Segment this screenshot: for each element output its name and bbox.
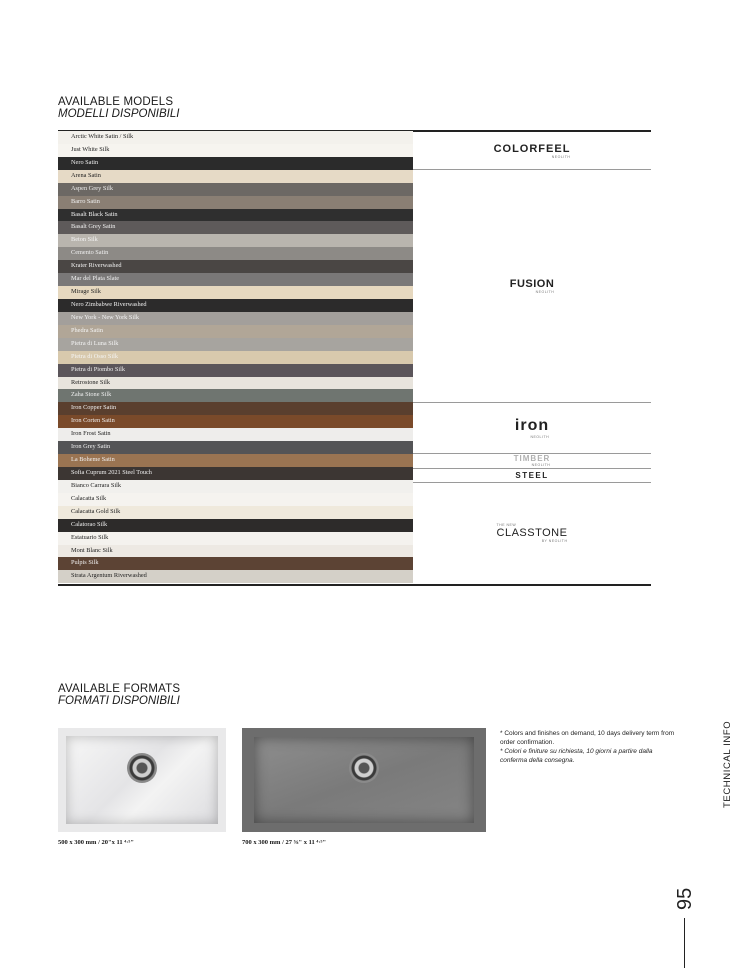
model-swatch-row: Basalt Grey Satin (58, 221, 413, 234)
notes-italian: * Colori e finiture su richiesta, 10 giorni a partire dalla conferma della consegna. (500, 748, 653, 764)
model-swatch-row: Strata Argentum Riverwashed (58, 570, 413, 583)
brand-fusion: FUSION NEOLITH (509, 278, 555, 294)
drain-icon (127, 753, 157, 783)
drain-icon (349, 753, 379, 783)
model-swatch-row: New York - New York Silk (58, 312, 413, 325)
brand-classtone: THE NEW CLASSTONE BY NEOLITH (496, 523, 568, 543)
brand-timber: TIMBER NEOLITH (513, 454, 551, 467)
sink-image-small (58, 728, 226, 832)
model-swatch-row: Mont Blanc Silk (58, 545, 413, 558)
format-caption-small: 500 x 300 mm / 20"x 11 ⁴·⁵" (58, 839, 134, 846)
model-swatch-row: Sofia Cuprum 2021 Steel Touch (58, 467, 413, 480)
page-number-rule (684, 918, 685, 968)
notes-english: * Colors and finishes on demand, 10 days delivery term from order confirmation. (500, 730, 675, 746)
classtone-logo: CLASSTONE (496, 527, 568, 539)
bottom-rule (58, 584, 651, 586)
model-swatch-row: Calacatta Gold Silk (58, 506, 413, 519)
model-swatch-row: Iron Frost Satin (58, 428, 413, 441)
model-swatch-row: Mar del Plata Slate (58, 273, 413, 286)
model-swatch-row: Pietra di Luna Silk (58, 338, 413, 351)
model-swatch-row: Bianco Carrara Silk (58, 480, 413, 493)
model-swatch-row: Cemento Satin (58, 247, 413, 260)
model-swatch-row: Krater Riverwashed (58, 260, 413, 273)
model-swatch-row: Phedra Satin (58, 325, 413, 338)
model-swatch-row: Aspen Grey Silk (58, 183, 413, 196)
model-swatch-row: Just White Silk (58, 144, 413, 157)
model-swatch-row: Iron Grey Satin (58, 441, 413, 454)
colorfeel-logo: COLORFEEL (493, 142, 571, 155)
model-swatch-row: Zaha Stone Silk (58, 389, 413, 402)
delivery-notes (500, 729, 675, 765)
models-subtitle: MODELLI DISPONIBILI (58, 108, 180, 120)
brand-colorfeel: COLORFEEL NEOLITH (493, 142, 571, 159)
iron-logo: iron (514, 417, 550, 434)
model-swatch-row: Mirage Silk (58, 286, 413, 299)
model-swatch-row: Pietra di Osso Silk (58, 351, 413, 364)
model-swatch-row: Barro Satin (58, 196, 413, 209)
model-swatch-row: Nero Zimbabwe Riverwashed (58, 299, 413, 312)
brand-steel (413, 469, 651, 482)
model-swatch-row: Retrostone Silk (58, 377, 413, 390)
models-title: AVAILABLE MODELS (58, 96, 174, 108)
page-number: 95 (674, 887, 696, 910)
model-swatch-row: Calatorao Silk (58, 519, 413, 532)
model-swatch-row: Beton Silk (58, 234, 413, 247)
model-swatch-row: Pietra di Piombo Silk (58, 364, 413, 377)
formats-title: AVAILABLE FORMATS (58, 683, 181, 695)
side-section-label: TECHNICAL INFO (722, 720, 733, 808)
model-swatch-row: Calacatta Silk (58, 493, 413, 506)
sink-image-large (242, 728, 486, 832)
model-swatch-row: Arctic White Satin / Silk (58, 131, 413, 144)
brand-iron: iron NEOLITH (514, 417, 550, 439)
model-swatch-row: Arena Satin (58, 170, 413, 183)
fusion-logo: FUSION (509, 278, 555, 290)
model-swatch-row: La Boheme Satin (58, 454, 413, 467)
timber-logo: TIMBER (513, 454, 551, 463)
format-caption-large: 700 x 300 mm / 27 ⅝" x 11 ⁴·⁵" (242, 839, 327, 846)
formats-subtitle: FORMATI DISPONIBILI (58, 695, 180, 707)
model-swatch-row: Iron Corten Satin (58, 415, 413, 428)
steel-logo: STEEL (515, 471, 549, 480)
model-swatch-row: Pulpis Silk (58, 557, 413, 570)
formats-heading (58, 683, 180, 707)
model-swatch-row: Basalt Black Satin (58, 209, 413, 222)
model-swatch-row: Estatuario Silk (58, 532, 413, 545)
model-swatch-row: Nero Satin (58, 157, 413, 170)
models-heading (58, 96, 179, 120)
model-swatch-row: Iron Copper Satin (58, 402, 413, 415)
swatch-list (58, 131, 413, 584)
